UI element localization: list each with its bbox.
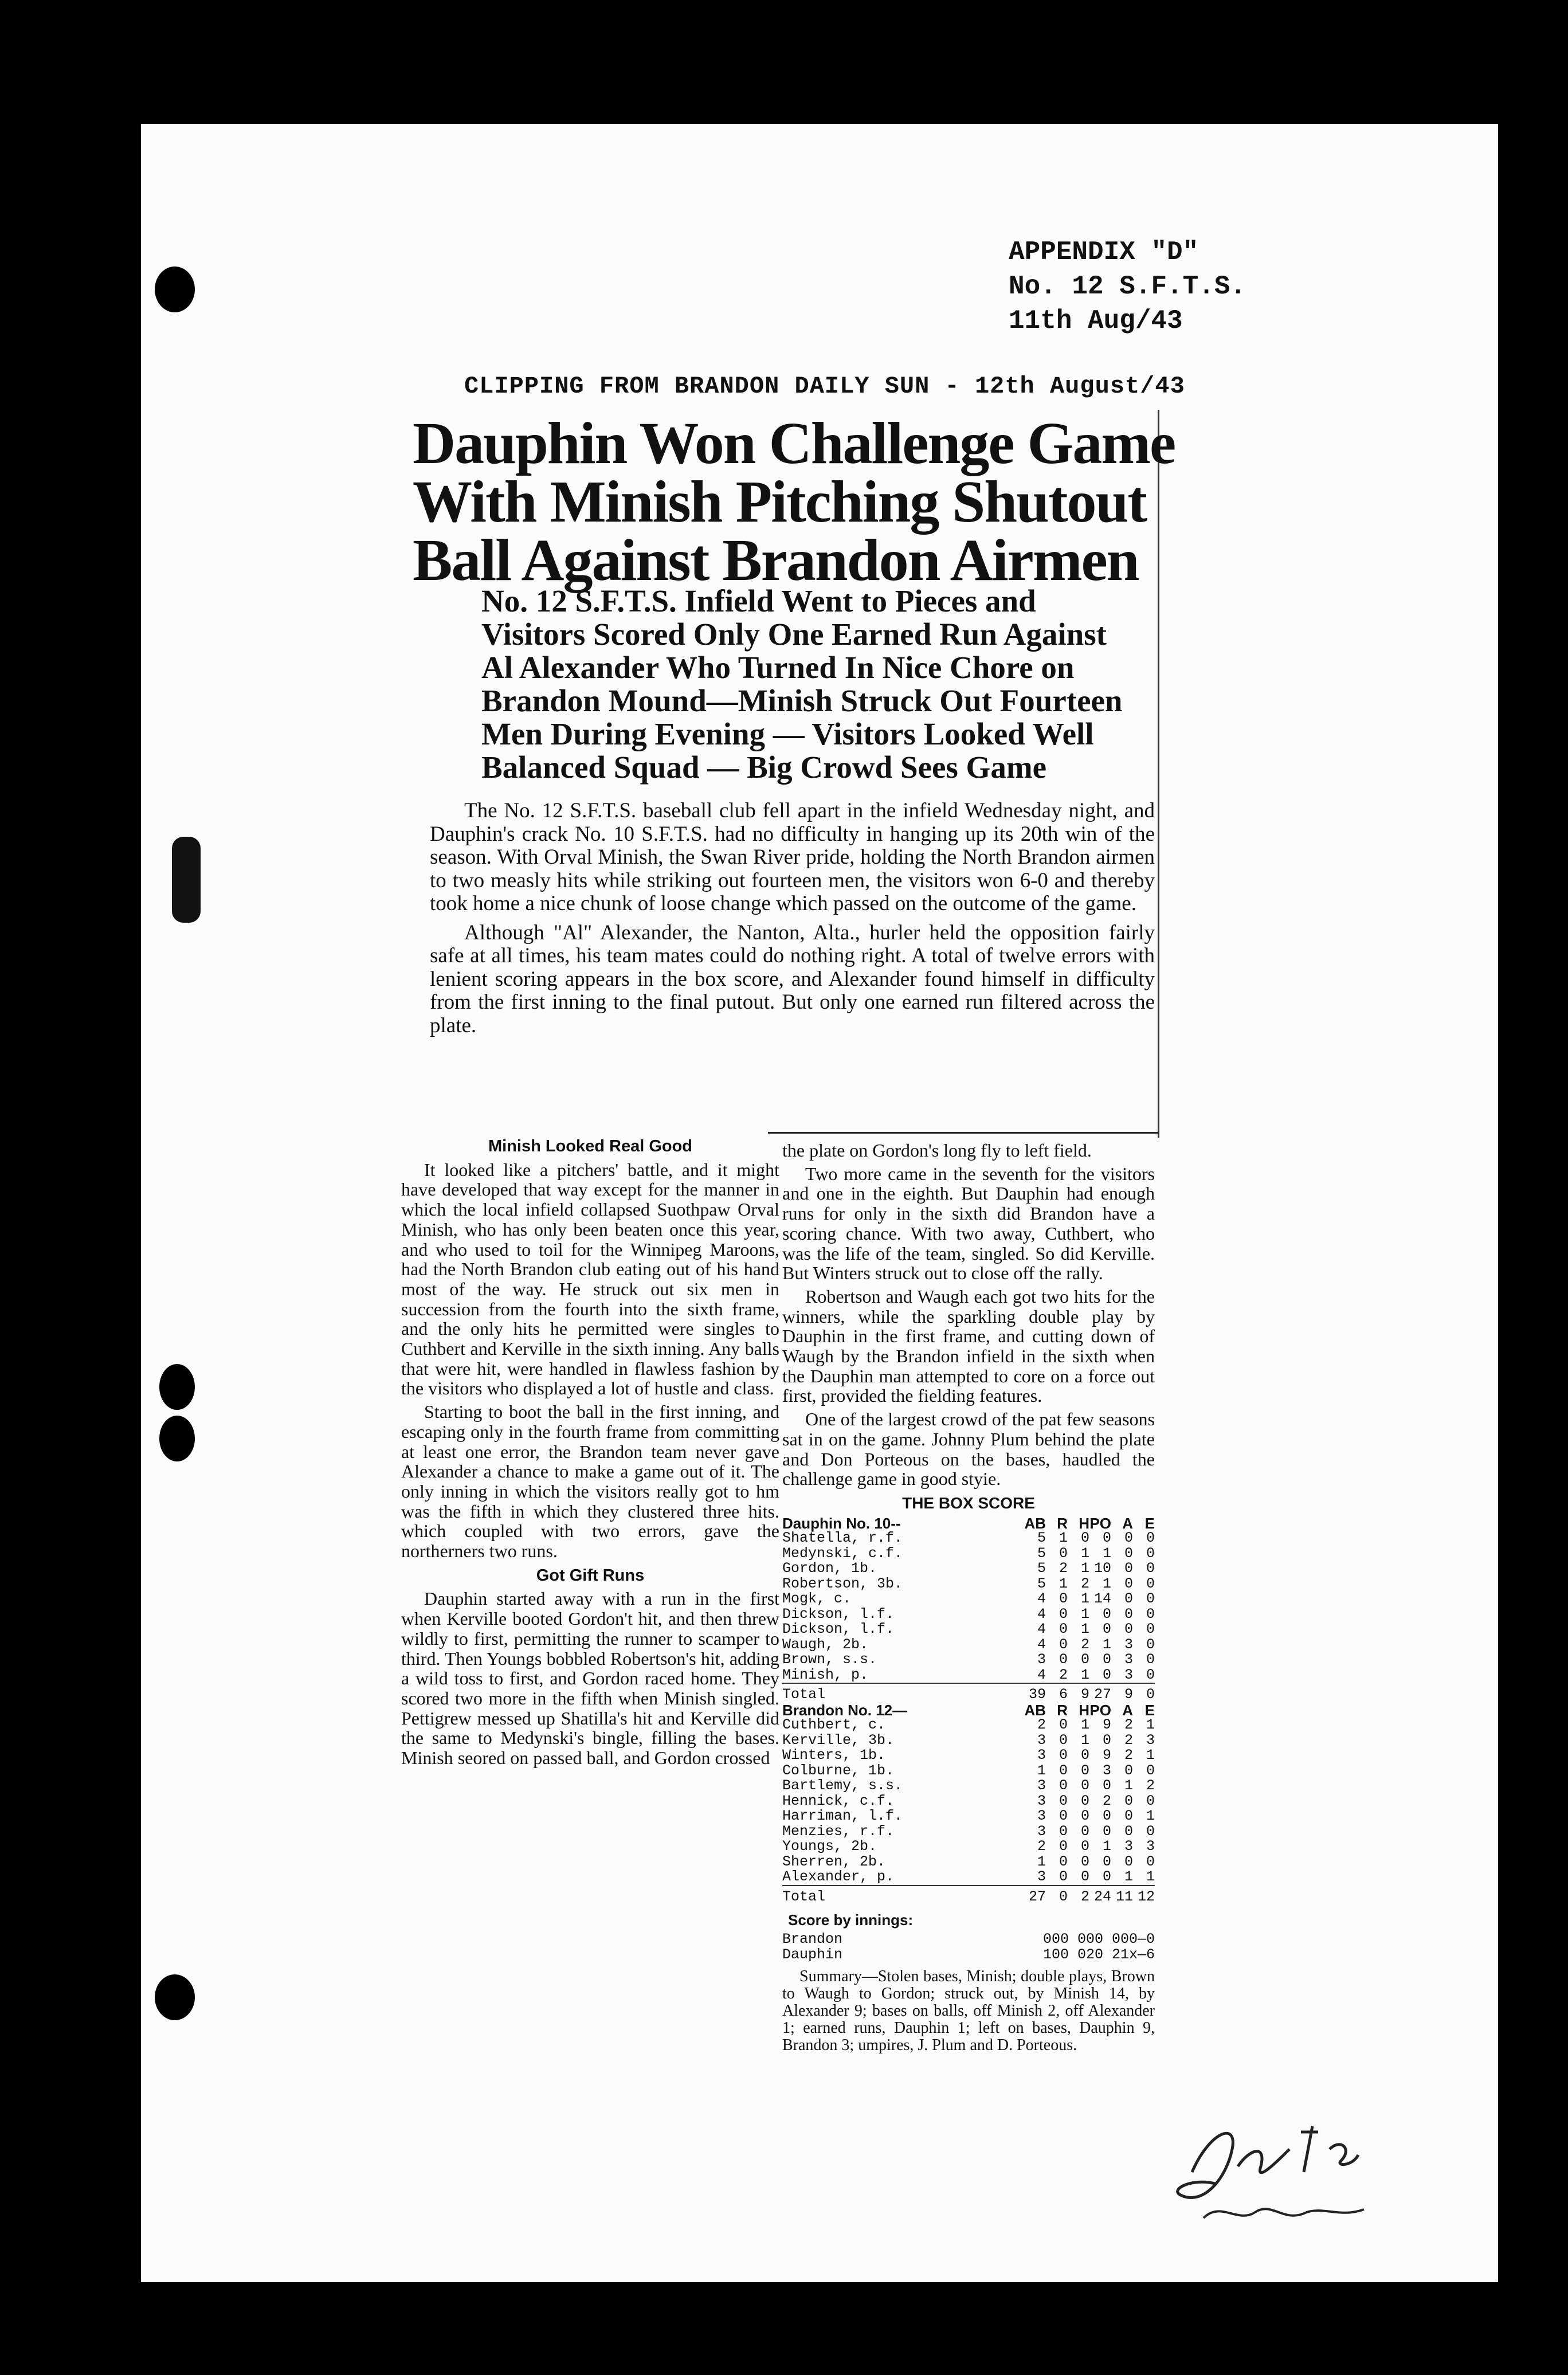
stat-cell: 0 [1146, 1605, 1155, 1622]
column-paragraph: the plate on Gordon's long fly to left field. [782, 1140, 1092, 1161]
stat-cell: 0 [1080, 1823, 1089, 1840]
stat-cell: 1 [1059, 1530, 1068, 1547]
stat-cell: 0 [1102, 1530, 1111, 1547]
table-row [782, 1637, 1155, 1653]
player-name: Robertson, 3b. [782, 1575, 903, 1592]
stat-cell: 4 [1037, 1590, 1046, 1608]
stat-cell: 3 [1124, 1666, 1133, 1683]
total-cell: 11 [1111, 1886, 1133, 1905]
player-name: Gordon, 1b. [782, 1560, 877, 1577]
appendix-unit: No. 12 S.F.T.S. [1009, 272, 1246, 301]
column-paragraph: Two more came in the seventh for the visitors and one in the eighth. But Dauphin had enough runs for only in the sixth did Brandon have a scoring chance. With two away, Cuthbert, who was the life of the team, singled. So did Kerville. But Winters struck out to close off the rally. [782, 1163, 1155, 1284]
stat-cell: 0 [1080, 1651, 1089, 1668]
subheadline-deck [481, 585, 1158, 784]
player-name: Waugh, 2b. [782, 1636, 869, 1653]
stat-cell: 1 [1146, 1716, 1155, 1734]
stat-cell: 0 [1146, 1823, 1155, 1840]
stat-column-header: R [1057, 1701, 1068, 1719]
stat-cell: 1 [1146, 1808, 1155, 1825]
stat-cell: 5 [1037, 1530, 1046, 1547]
stat-cell: 2 [1080, 1575, 1089, 1592]
total-cell: 27 [1024, 1886, 1046, 1905]
player-name: Shatella, r.f. [782, 1530, 903, 1547]
table-row [782, 1794, 1155, 1809]
stat-cell: 3 [1037, 1823, 1046, 1840]
stat-cell: 0 [1059, 1621, 1068, 1638]
headline-line: Ball Against Brandon Airmen [413, 527, 1139, 593]
player-name: Youngs, 2b. [782, 1838, 877, 1855]
stat-column-header: H [1079, 1514, 1089, 1532]
stat-cell: 4 [1037, 1605, 1046, 1622]
innings-line: 000 000 000—0 [1042, 1930, 1155, 1947]
stat-column-header: H [1079, 1701, 1089, 1719]
stat-cell: 1 [1124, 1777, 1133, 1794]
stat-cell: 1 [1080, 1731, 1089, 1749]
player-name: Hennick, c.f. [782, 1792, 895, 1809]
stat-cell: 0 [1124, 1560, 1133, 1577]
stat-cell: 3 [1146, 1838, 1155, 1855]
stat-cell: 9 [1102, 1747, 1111, 1764]
team-total-row [782, 1886, 1155, 1905]
stat-cell: 0 [1124, 1792, 1133, 1809]
stat-cell: 0 [1146, 1621, 1155, 1638]
table-row [782, 1622, 1155, 1637]
stat-cell: 0 [1059, 1731, 1068, 1749]
binding-mark [172, 837, 201, 923]
total-label: Total [782, 1886, 1024, 1905]
score-by-innings-title: Score by innings: [788, 1911, 914, 1929]
stat-cell: 0 [1080, 1868, 1089, 1886]
table-row [782, 1531, 1155, 1546]
total-label: Total [782, 1683, 1024, 1703]
stat-cell: 14 [1093, 1590, 1111, 1608]
stat-cell: 3 [1037, 1808, 1046, 1825]
stat-cell: 0 [1146, 1636, 1155, 1653]
stat-cell: 1 [1080, 1590, 1089, 1608]
stat-cell: 0 [1124, 1530, 1133, 1547]
stat-cell: 0 [1102, 1853, 1111, 1870]
stat-cell: 0 [1146, 1575, 1155, 1592]
stat-cell: 5 [1037, 1560, 1046, 1577]
player-name: Brown, s.s. [782, 1651, 877, 1668]
player-name: Menzies, r.f. [782, 1823, 895, 1840]
lead-paragraph: Although "Al" Alexander, the Nanton, Alta., hurler held the opposition fairly safe at all times, his team mates could do nothing right. A total of twelve errors with lenient scoring appears in the box score, and Alexander found himself in difficulty from the first inning to the final putout. But only one earned run filtered across the plate. [430, 920, 1155, 1037]
stat-cell: 0 [1124, 1590, 1133, 1608]
table-row [782, 1733, 1155, 1749]
stat-cell: 0 [1059, 1605, 1068, 1622]
stat-cell: 0 [1146, 1590, 1155, 1608]
stat-cell: 0 [1124, 1545, 1133, 1562]
box-score-table [782, 1516, 1155, 1905]
punch-hole-mid-top [159, 1364, 195, 1410]
stat-cell: 0 [1124, 1853, 1133, 1870]
total-cell: 9 [1111, 1683, 1133, 1703]
player-name: Cuthbert, c. [782, 1716, 886, 1734]
stat-cell: 10 [1093, 1560, 1111, 1577]
game-summary: Summary—Stolen bases, Minish; double plays, Brown to Waugh to Gordon; struck out, by Minish 14, by Alexander 9; bases on balls, off Minish 2, off Alexander 1; earned runs, Dauphin 1; left on bases, Dauphin 9, Brandon 3; umpires, J. Plum and D. Porteous. [782, 1967, 1155, 2054]
table-row [782, 1592, 1155, 1607]
left-column [401, 1132, 779, 2037]
stat-cell: 0 [1124, 1621, 1133, 1638]
stat-cell: 2 [1059, 1560, 1068, 1577]
player-name: Winters, 1b. [782, 1747, 886, 1764]
player-name: Harriman, l.f. [782, 1808, 903, 1825]
stat-column-header: AB [1024, 1701, 1046, 1719]
column-paragraph: One of the largest crowd of the pat few seasons sat in on the game. Johnny Plum behind the plate and Don Porteous on the bases, haudled the challenge game in good styie. [782, 1409, 1155, 1490]
table-row [782, 1855, 1155, 1870]
stat-cell: 0 [1059, 1636, 1068, 1653]
stat-cell: 0 [1080, 1838, 1089, 1855]
appendix-label: APPENDIX "D" [1009, 237, 1199, 267]
player-name: Mogk, c. [782, 1590, 852, 1608]
stat-cell: 2 [1080, 1636, 1089, 1653]
stat-cell: 2 [1124, 1747, 1133, 1764]
lead-text [430, 799, 1155, 1043]
stat-cell: 0 [1102, 1621, 1111, 1638]
stat-column-header: PO [1089, 1701, 1111, 1719]
stat-cell: 0 [1080, 1530, 1089, 1547]
column-paragraph: It looked like a pitchers' battle, and it might have developed that way except for the manner in which the local infield collapsed Suothpaw Orval Minish, who has only been beaten once this year, and who used to toil for the Winnipeg Maroons, had the North Brandon club eating out of his hand most of the way. He struck out six men in succession from the fourth into the sixth frame, and the only hits he permitted were singles to Cuthbert and Kerville in the sixth inning. Any balls that were hit, were handled in flawless fashion by the visitors who displayed a lot of hustle and class. [401, 1159, 779, 1399]
stat-cell: 2 [1059, 1666, 1068, 1683]
stat-cell: 0 [1102, 1605, 1111, 1622]
stat-cell: 0 [1102, 1666, 1111, 1683]
stat-cell: 9 [1102, 1716, 1111, 1734]
headline-line: With Minish Pitching Shutout [413, 469, 1147, 535]
table-row [782, 1561, 1155, 1577]
stat-cell: 1 [1146, 1747, 1155, 1764]
stat-cell: 3 [1037, 1747, 1046, 1764]
stat-cell: 1 [1080, 1666, 1089, 1683]
handwritten-signature [1169, 2109, 1387, 2235]
stat-cell: 0 [1059, 1777, 1068, 1794]
total-cell: 12 [1133, 1886, 1155, 1905]
player-name: Alexander, p. [782, 1868, 895, 1886]
stat-cell: 1 [1102, 1636, 1111, 1653]
total-cell: 24 [1089, 1886, 1111, 1905]
punch-hole-mid-bottom [159, 1416, 195, 1461]
stat-cell: 0 [1102, 1731, 1111, 1749]
stat-cell: 0 [1146, 1853, 1155, 1870]
stat-cell: 3 [1037, 1777, 1046, 1794]
stat-cell: 0 [1124, 1762, 1133, 1779]
stat-cell: 0 [1146, 1762, 1155, 1779]
total-cell: 0 [1133, 1683, 1155, 1703]
table-row [782, 1839, 1155, 1855]
stat-cell: 0 [1080, 1853, 1089, 1870]
stat-cell: 0 [1059, 1545, 1068, 1562]
stat-cell: 0 [1059, 1747, 1068, 1764]
stat-cell: 1 [1080, 1605, 1089, 1622]
stat-cell: 1 [1080, 1716, 1089, 1734]
innings-line: 100 020 21x—6 [1042, 1946, 1155, 1963]
stat-cell: 0 [1146, 1530, 1155, 1547]
table-row [782, 1763, 1155, 1779]
stat-cell: 0 [1059, 1716, 1068, 1734]
headline-line: Dauphin Won Challenge Game [413, 410, 1175, 476]
table-row [782, 1809, 1155, 1824]
table-row [782, 1718, 1155, 1733]
stat-cell: 3 [1146, 1731, 1155, 1749]
table-row [782, 1577, 1155, 1592]
clipping-main [395, 410, 1175, 1138]
box-score-title: THE BOX SCORE [902, 1494, 1035, 1512]
stat-cell: 0 [1059, 1792, 1068, 1809]
deck-line: Brandon Mound—Minish Struck Out Fourteen [481, 683, 1123, 718]
stat-cell: 0 [1146, 1560, 1155, 1577]
stat-cell: 1 [1124, 1868, 1133, 1886]
stat-cell: 3 [1124, 1838, 1133, 1855]
stat-cell: 0 [1059, 1853, 1068, 1870]
column-paragraph: Robertson and Waugh each got two hits for the winners, while the sparkling double play by Dauphin in the first frame, and cutting down of Waugh by the Brandon infield in the sixth when the Dauphin man attempted to core on a force out first, provided the fielding features. [782, 1286, 1155, 1406]
team-name: Dauphin No. 10-- [782, 1514, 901, 1532]
stat-column-header: A [1122, 1701, 1133, 1719]
player-name: Colburne, 1b. [782, 1762, 895, 1779]
innings-row-dauphin [782, 1947, 1155, 1962]
table-row [782, 1870, 1155, 1886]
column-paragraph: Starting to boot the ball in the first inning, and escaping only in the fourth frame from committing at least one error, the Brandon team never gave Alexander a chance to make a game out of it. The only inning in which the visitors really got to hm was the fifth in which they clustered three hits. which coupled with two errors, gave the northerners two runs. [401, 1401, 779, 1562]
stat-column-header: PO [1089, 1514, 1111, 1532]
stat-cell: 0 [1102, 1651, 1111, 1668]
stat-cell: 1 [1102, 1838, 1111, 1855]
player-name: Bartlemy, s.s. [782, 1777, 903, 1794]
deck-line: Balanced Squad — Big Crowd Sees Game [481, 750, 1047, 785]
stat-cell: 4 [1037, 1666, 1046, 1683]
deck-line: Men During Evening — Visitors Looked Well [481, 716, 1094, 751]
stat-cell: 0 [1124, 1823, 1133, 1840]
stat-cell: 0 [1080, 1792, 1089, 1809]
player-name: Dickson, l.f. [782, 1605, 895, 1622]
stat-cell: 0 [1059, 1651, 1068, 1668]
subhead-gift-runs: Got Gift Runs [536, 1566, 645, 1585]
column-divider [768, 1132, 1158, 1134]
stat-cell: 0 [1059, 1590, 1068, 1608]
stat-cell: 0 [1124, 1575, 1133, 1592]
stat-cell: 0 [1102, 1868, 1111, 1886]
total-cell: 2 [1068, 1886, 1089, 1905]
stat-cell: 1 [1059, 1575, 1068, 1592]
deck-line: Visitors Scored Only One Earned Run Against [481, 617, 1107, 652]
stat-column-header: AB [1024, 1514, 1046, 1532]
stat-cell: 0 [1146, 1792, 1155, 1809]
stat-cell: 0 [1080, 1808, 1089, 1825]
right-column [782, 1141, 1155, 2264]
deck-line: Al Alexander Who Turned In Nice Chore on [481, 650, 1075, 685]
total-cell: 0 [1046, 1886, 1068, 1905]
subhead-minish: Minish Looked Real Good [488, 1137, 693, 1155]
punch-hole-bottom [155, 1974, 195, 2020]
player-name: Sherren, 2b. [782, 1853, 886, 1870]
stat-cell: 1 [1102, 1575, 1111, 1592]
stat-column-header: E [1144, 1701, 1155, 1719]
clipping-source-line: CLIPPING FROM BRANDON DAILY SUN - 12th August/43 [464, 373, 1185, 400]
stat-cell: 0 [1080, 1762, 1089, 1779]
stat-column-header: A [1122, 1514, 1133, 1532]
stat-cell: 0 [1059, 1762, 1068, 1779]
stat-cell: 3 [1037, 1868, 1046, 1886]
stat-cell: 0 [1146, 1666, 1155, 1683]
stat-cell: 2 [1037, 1838, 1046, 1855]
stat-cell: 3 [1124, 1651, 1133, 1668]
table-row [782, 1778, 1155, 1794]
stat-cell: 0 [1059, 1808, 1068, 1825]
stat-cell: 0 [1146, 1651, 1155, 1668]
stat-cell: 1 [1037, 1853, 1046, 1870]
player-name: Minish, p. [782, 1666, 869, 1683]
player-name: Dickson, l.f. [782, 1621, 895, 1638]
team-name: Brandon No. 12— [782, 1701, 908, 1719]
total-cell: 27 [1089, 1683, 1111, 1703]
stat-cell: 0 [1059, 1823, 1068, 1840]
stat-cell: 0 [1059, 1838, 1068, 1855]
stat-cell: 0 [1102, 1808, 1111, 1825]
stat-cell: 1 [1080, 1545, 1089, 1562]
box-score-team-header [782, 1703, 1155, 1718]
innings-row-brandon [782, 1931, 1155, 1947]
stat-cell: 1 [1037, 1762, 1046, 1779]
stat-cell: 1 [1080, 1560, 1089, 1577]
stat-cell: 5 [1037, 1575, 1046, 1592]
innings-team: Brandon [782, 1930, 843, 1947]
stat-cell: 3 [1102, 1762, 1111, 1779]
stat-cell: 2 [1102, 1792, 1111, 1809]
table-row [782, 1546, 1155, 1562]
stat-cell: 3 [1037, 1792, 1046, 1809]
stat-cell: 3 [1124, 1636, 1133, 1653]
punch-hole-top [155, 266, 195, 312]
stat-cell: 0 [1102, 1823, 1111, 1840]
stat-column-header: R [1057, 1514, 1068, 1532]
stat-cell: 0 [1124, 1808, 1133, 1825]
stat-cell: 4 [1037, 1621, 1046, 1638]
team-total-row [782, 1683, 1155, 1703]
stat-cell: 4 [1037, 1636, 1046, 1653]
lead-paragraph: The No. 12 S.F.T.S. baseball club fell apart in the infield Wednesday night, and Dauphin's crack No. 10 S.F.T.S. had no difficulty in hanging up its 20th win of the season. With Orval Minish, the Swan River pride, holding the North Brandon airmen to two measly hits while striking out fourteen men, the visitors won 6-0 and thereby took home a nice chunk of loose change which passed on the outcome of the game. [430, 799, 1155, 915]
table-row [782, 1748, 1155, 1763]
headline [413, 410, 1175, 593]
innings-team: Dauphin [782, 1946, 843, 1963]
stat-cell: 2 [1146, 1777, 1155, 1794]
table-row [782, 1668, 1155, 1684]
stat-cell: 0 [1124, 1605, 1133, 1622]
stat-column-header: E [1144, 1514, 1155, 1532]
stat-cell: 0 [1080, 1777, 1089, 1794]
stat-cell: 1 [1080, 1621, 1089, 1638]
stat-cell: 3 [1037, 1651, 1046, 1668]
total-cell: 6 [1046, 1683, 1068, 1703]
stat-cell: 2 [1037, 1716, 1046, 1734]
stat-cell: 0 [1146, 1545, 1155, 1562]
stat-cell: 3 [1037, 1731, 1046, 1749]
total-cell: 9 [1068, 1683, 1089, 1703]
deck-line: No. 12 S.F.T.S. Infield Went to Pieces and [481, 583, 1036, 618]
table-row [782, 1607, 1155, 1622]
player-name: Medynski, c.f. [782, 1545, 903, 1562]
appendix-heading [1009, 235, 1246, 338]
stat-cell: 0 [1102, 1777, 1111, 1794]
stat-cell: 1 [1102, 1545, 1111, 1562]
total-cell: 39 [1024, 1683, 1046, 1703]
stat-cell: 2 [1124, 1716, 1133, 1734]
stat-cell: 5 [1037, 1545, 1046, 1562]
table-row [782, 1824, 1155, 1840]
stat-cell: 0 [1080, 1747, 1089, 1764]
stat-cell: 2 [1124, 1731, 1133, 1749]
box-score-team-header [782, 1516, 1155, 1531]
column-paragraph: Dauphin started away with a run in the first when Kerville booted Gordon't hit, and then threw wildly to first, permitting the runner to scamper to third. Then Youngs bobbled Robertson's hit, adding a wild toss to first, and Gordon raced home. They scored two more in the fifth when Minish singled. Pettigrew messed up Shatilla's hit and Kerville did the same to Medynski's bingle, filling the bases. Minish seored on passed ball, and Gordon crossed [401, 1588, 779, 1769]
stat-cell: 0 [1059, 1868, 1068, 1886]
table-row [782, 1652, 1155, 1668]
appendix-date: 11th Aug/43 [1009, 306, 1183, 336]
player-name: Kerville, 3b. [782, 1731, 895, 1749]
stat-cell: 1 [1146, 1868, 1155, 1886]
